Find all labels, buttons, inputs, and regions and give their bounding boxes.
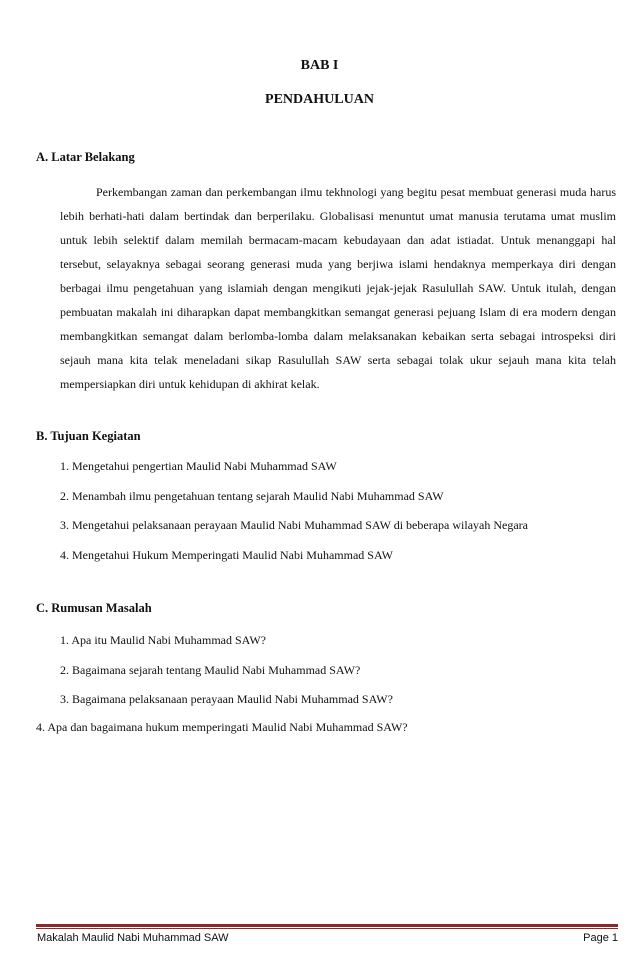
list-item: 2. Menambah ilmu pengetahuan tentang sejarah Maulid Nabi Muhammad SAW bbox=[60, 488, 444, 503]
chapter-title: PENDAHULUAN bbox=[265, 92, 374, 107]
chapter-number: BAB I bbox=[300, 58, 339, 73]
list-item: 1. Mengetahui pengertian Maulid Nabi Muhammad SAW bbox=[60, 459, 337, 473]
footer-rule bbox=[36, 924, 618, 927]
section-c-item-4: 4. Apa dan bagaimana hukum memperingati Maulid Nabi Muhammad SAW? bbox=[36, 720, 408, 734]
section-c-list bbox=[60, 631, 393, 720]
section-a-heading: A. Latar Belakang bbox=[36, 150, 135, 164]
section-a-paragraph: Perkembangan zaman dan perkembangan ilmu tekhnologi yang begitu pesat membuat generasi muda harus lebih berhati-hati dalam bertindak dan berperilaku. Globalisasi menuntut umat manusia terutama umat muslim untuk lebih selektif dalam memilah bermacam-macam kebudayaan dan adat istiadat. Untuk menanggapi hal tersebut, selayaknya sebagai seorang generasi muda yang berjiwa islami hendaknya memperkaya diri dengan berbagai ilmu pengetahuan yang islamiah dengan mengikuti jejak-jejak Rasulullah SAW. Untuk itulah, dengan pembuatan makalah ini diharapkan dapat membangkitkan semangat generasi pejuang Islam di era modern dengan membangkitkan semangat dalam berlomba-lomba dalam melaksanakan kebaikan serta sebagai introspeksi diri sejauh mana kita telak meneladani sikap Rasulullah SAW serta sebagai tolak ukur sejauh mana kita telah mempersiapkan diri untuk kehidupan di akhirat kelak. bbox=[60, 185, 616, 391]
list-item: 3. Bagaimana pelaksanaan perayaan Maulid Nabi Muhammad SAW? bbox=[60, 692, 393, 706]
section-c-heading: C. Rumusan Masalah bbox=[36, 601, 152, 615]
list-item: 1. Apa itu Maulid Nabi Muhammad SAW? bbox=[60, 633, 267, 647]
page-number: Page 1 bbox=[583, 932, 618, 944]
footer-title: Makalah Maulid Nabi Muhammad SAW bbox=[37, 932, 229, 944]
list-item: 4. Mengetahui Hukum Memperingati Maulid Nabi Muhammad SAW bbox=[60, 547, 393, 562]
section-b-heading: B. Tujuan Kegiatan bbox=[36, 429, 141, 443]
list-item: 2. Bagaimana sejarah tentang Maulid Nabi Muhammad SAW? bbox=[60, 662, 361, 677]
list-item: 3. Mengetahui pelaksanaan perayaan Maulid Nabi Muhammad SAW di beberapa wilayah Negara bbox=[60, 518, 528, 532]
footer-rule-thin bbox=[36, 928, 618, 929]
section-b-list bbox=[60, 457, 528, 575]
